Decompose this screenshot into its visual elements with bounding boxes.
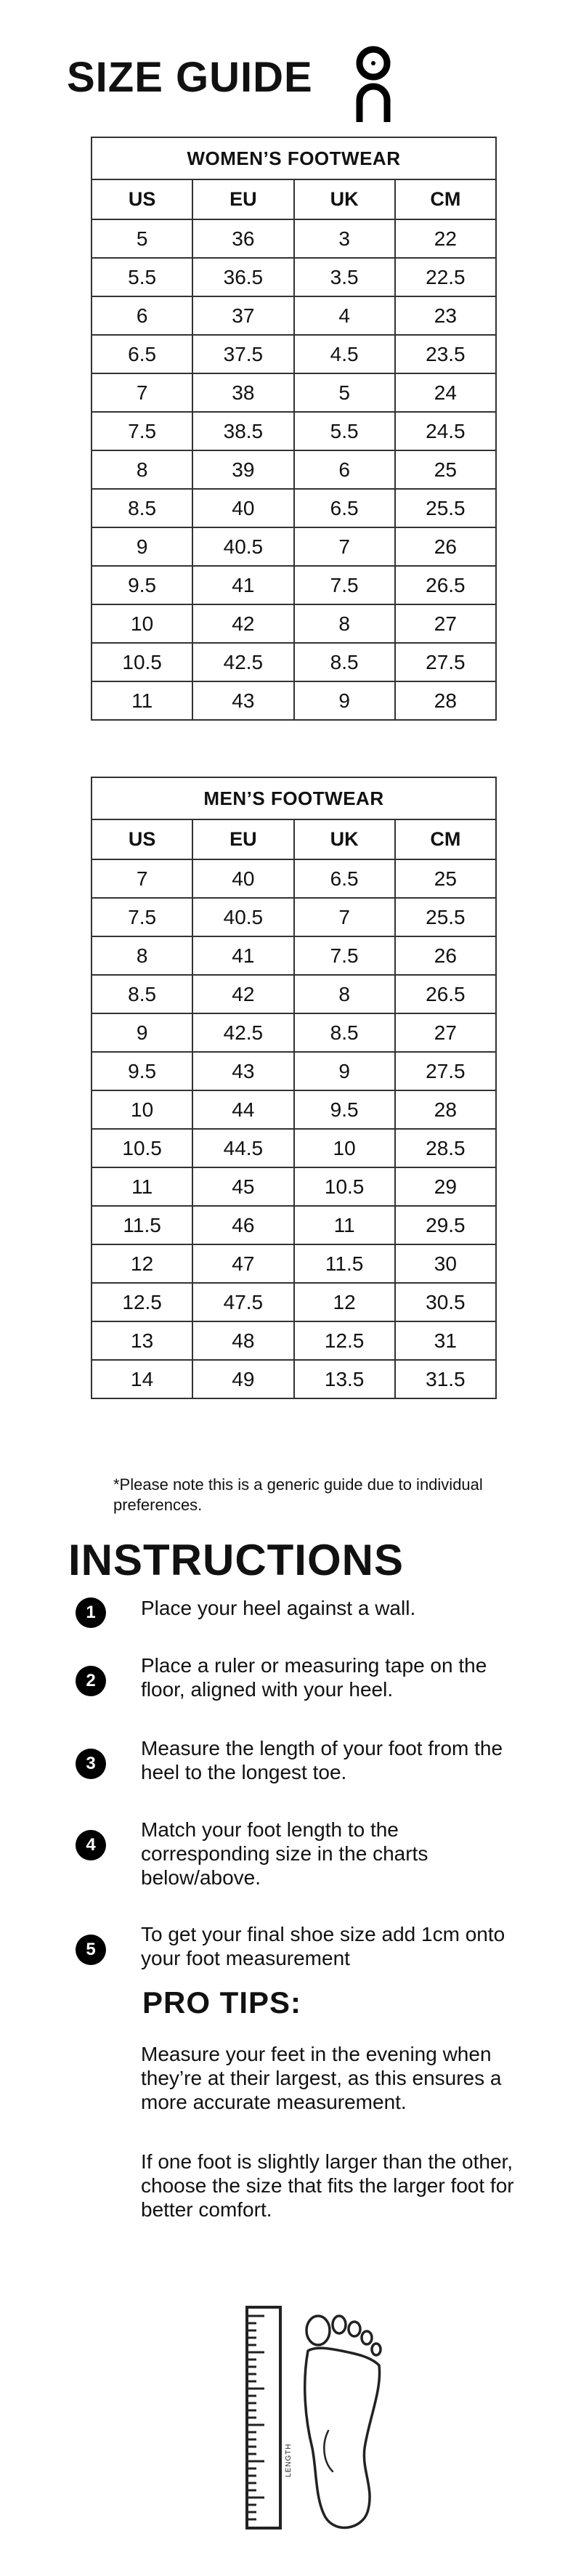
- table-cell: 10: [92, 1090, 192, 1129]
- table-cell: 40: [192, 859, 293, 898]
- step-text: To get your final shoe size add 1cm onto your foot measurement: [141, 1923, 505, 1969]
- disclaimer-note: *Please note this is a generic guide due to individual preferences.: [113, 1475, 483, 1514]
- step-text: Match your foot length to the corresponding size in the charts below/above.: [141, 1818, 428, 1889]
- table-cell: 12: [294, 1283, 395, 1321]
- table-cell: 4.5: [294, 335, 395, 373]
- table-cell: 26: [395, 936, 496, 975]
- table-cell: 9: [294, 1052, 395, 1090]
- table-cell: 11.5: [92, 1206, 192, 1244]
- table-cell: 28.5: [395, 1129, 496, 1167]
- table-cell: 5: [294, 373, 395, 412]
- step-number-badge: 1: [76, 1597, 106, 1628]
- table-cell: 38: [192, 373, 293, 412]
- table-cell: 11: [92, 681, 192, 720]
- table-row: [92, 1206, 496, 1244]
- table-cell: 7: [294, 527, 395, 566]
- foot-icon: [305, 2316, 381, 2527]
- step-text: Place your heel against a wall.: [141, 1597, 416, 1619]
- step-number-badge: 4: [76, 1830, 106, 1860]
- table-cell: 25: [395, 859, 496, 898]
- column-header-cm: CM: [395, 819, 496, 859]
- table-cell: 5.5: [294, 412, 395, 450]
- table-cell: 3.5: [294, 258, 395, 296]
- table-cell: 5.5: [92, 258, 192, 296]
- table-cell: 30.5: [395, 1283, 496, 1321]
- table-cell: 29.5: [395, 1206, 496, 1244]
- table-row: [92, 527, 496, 566]
- table-cell: 7: [92, 373, 192, 412]
- table-row: [92, 566, 496, 604]
- table-cell: 27.5: [395, 643, 496, 681]
- table-cell: 29: [395, 1167, 496, 1206]
- table-cell: 37: [192, 296, 293, 335]
- table-cell: 26: [395, 527, 496, 566]
- table-cell: 42: [192, 604, 293, 643]
- column-header-eu: EU: [192, 179, 293, 219]
- table-cell: 12.5: [294, 1321, 395, 1360]
- table-cell: 43: [192, 681, 293, 720]
- table-row: [92, 219, 496, 258]
- table-row: [92, 335, 496, 373]
- table-cell: 40: [192, 489, 293, 527]
- column-header-eu: EU: [192, 819, 293, 859]
- table-cell: 13: [92, 1321, 192, 1360]
- mens-table-caption: MEN’S FOOTWEAR: [92, 777, 496, 819]
- table-cell: 41: [192, 566, 293, 604]
- table-row: [92, 1013, 496, 1052]
- table-cell: 8.5: [92, 489, 192, 527]
- table-row: [92, 604, 496, 643]
- table-cell: 27: [395, 604, 496, 643]
- table-cell: 27.5: [395, 1052, 496, 1090]
- table-row: [92, 1360, 496, 1398]
- table-row: [92, 296, 496, 335]
- table-row: [92, 1052, 496, 1090]
- table-cell: 11.5: [294, 1244, 395, 1283]
- table-row: [92, 489, 496, 527]
- foot-measurement-illustration: [240, 2303, 399, 2535]
- womens-size-table: [91, 137, 497, 721]
- table-cell: 8: [92, 450, 192, 489]
- table-row: [92, 450, 496, 489]
- table-cell: 8.5: [92, 975, 192, 1013]
- step-text: Measure the length of your foot from the heel to the longest toe.: [141, 1737, 503, 1783]
- table-cell: 8: [92, 936, 192, 975]
- table-cell: 10.5: [294, 1167, 395, 1206]
- step-number-badge: 5: [76, 1935, 106, 1965]
- table-row: [92, 936, 496, 975]
- column-header-uk: UK: [294, 179, 395, 219]
- table-cell: 9: [92, 1013, 192, 1052]
- instructions-heading: INSTRUCTIONS: [68, 1536, 404, 1584]
- table-cell: 13.5: [294, 1360, 395, 1398]
- table-cell: 23: [395, 296, 496, 335]
- table-cell: 47.5: [192, 1283, 293, 1321]
- table-cell: 3: [294, 219, 395, 258]
- table-row: [92, 1167, 496, 1206]
- table-cell: 11: [294, 1206, 395, 1244]
- table-cell: 6.5: [294, 489, 395, 527]
- table-cell: 6.5: [294, 859, 395, 898]
- table-cell: 42.5: [192, 643, 293, 681]
- step-number-badge: 2: [76, 1666, 106, 1696]
- table-cell: 27: [395, 1013, 496, 1052]
- table-cell: 40.5: [192, 898, 293, 936]
- ruler-icon: [247, 2307, 293, 2528]
- table-row: [92, 1244, 496, 1283]
- table-cell: 22: [395, 219, 496, 258]
- table-cell: 45: [192, 1167, 293, 1206]
- table-cell: 10: [92, 604, 192, 643]
- table-cell: 26.5: [395, 566, 496, 604]
- table-row: [92, 1283, 496, 1321]
- table-cell: 14: [92, 1360, 192, 1398]
- womens-table-caption: WOMEN’S FOOTWEAR: [92, 137, 496, 179]
- table-cell: 9: [92, 527, 192, 566]
- table-cell: 9: [294, 681, 395, 720]
- table-row: [92, 1090, 496, 1129]
- table-cell: 11: [92, 1167, 192, 1206]
- table-cell: 8.5: [294, 643, 395, 681]
- table-cell: 42: [192, 975, 293, 1013]
- table-cell: 46: [192, 1206, 293, 1244]
- table-cell: 31: [395, 1321, 496, 1360]
- table-row: [92, 1129, 496, 1167]
- table-cell: 7.5: [294, 936, 395, 975]
- table-cell: 6.5: [92, 335, 192, 373]
- pro-tip-2: If one foot is slightly larger than the other, choose the size that fits the larger foot for better comfort.: [141, 2150, 514, 2221]
- table-cell: 10.5: [92, 1129, 192, 1167]
- table-cell: 7: [294, 898, 395, 936]
- table-cell: 8: [294, 604, 395, 643]
- table-cell: 25.5: [395, 489, 496, 527]
- table-cell: 7: [92, 859, 192, 898]
- table-cell: 8: [294, 975, 395, 1013]
- table-cell: 6: [294, 450, 395, 489]
- table-cell: 5: [92, 219, 192, 258]
- table-cell: 40.5: [192, 527, 293, 566]
- table-cell: 26.5: [395, 975, 496, 1013]
- table-row: [92, 975, 496, 1013]
- table-cell: 12: [92, 1244, 192, 1283]
- column-header-us: US: [92, 819, 192, 859]
- table-row: [92, 898, 496, 936]
- table-cell: 9.5: [294, 1090, 395, 1129]
- table-cell: 39: [192, 450, 293, 489]
- table-row: [92, 859, 496, 898]
- table-cell: 12.5: [92, 1283, 192, 1321]
- table-cell: 28: [395, 681, 496, 720]
- table-cell: 25: [395, 450, 496, 489]
- on-logo: [352, 44, 395, 125]
- table-cell: 36: [192, 219, 293, 258]
- table-cell: 4: [294, 296, 395, 335]
- table-cell: 7.5: [92, 898, 192, 936]
- table-row: [92, 1321, 496, 1360]
- table-cell: 41: [192, 936, 293, 975]
- table-cell: 44.5: [192, 1129, 293, 1167]
- table-cell: 47: [192, 1244, 293, 1283]
- table-cell: 43: [192, 1052, 293, 1090]
- table-cell: 8.5: [294, 1013, 395, 1052]
- pro-tips-heading: PRO TIPS:: [142, 1985, 302, 2020]
- table-cell: 44: [192, 1090, 293, 1129]
- table-cell: 22.5: [395, 258, 496, 296]
- table-row: [92, 643, 496, 681]
- table-cell: 37.5: [192, 335, 293, 373]
- column-header-cm: CM: [395, 179, 496, 219]
- step-number-badge: 3: [76, 1749, 106, 1779]
- page-title: SIZE GUIDE: [67, 54, 313, 101]
- table-cell: 7.5: [294, 566, 395, 604]
- column-header-us: US: [92, 179, 192, 219]
- table-cell: 38.5: [192, 412, 293, 450]
- table-cell: 48: [192, 1321, 293, 1360]
- mens-size-table: [91, 777, 497, 1399]
- table-cell: 28: [395, 1090, 496, 1129]
- table-row: [92, 258, 496, 296]
- table-cell: 24.5: [395, 412, 496, 450]
- table-cell: 25.5: [395, 898, 496, 936]
- table-row: [92, 373, 496, 412]
- table-cell: 49: [192, 1360, 293, 1398]
- table-cell: 31.5: [395, 1360, 496, 1398]
- table-cell: 24: [395, 373, 496, 412]
- table-cell: 7.5: [92, 412, 192, 450]
- table-cell: 23.5: [395, 335, 496, 373]
- table-row: [92, 681, 496, 720]
- ruler-label: LENGTH: [285, 2443, 293, 2477]
- table-cell: 10.5: [92, 643, 192, 681]
- column-header-uk: UK: [294, 819, 395, 859]
- table-row: [92, 412, 496, 450]
- pro-tip-1: Measure your feet in the evening when they’re at their largest, as this ensures a more accurate measurement.: [141, 2043, 502, 2113]
- table-cell: 30: [395, 1244, 496, 1283]
- table-cell: 9.5: [92, 566, 192, 604]
- table-cell: 42.5: [192, 1013, 293, 1052]
- table-cell: 9.5: [92, 1052, 192, 1090]
- table-cell: 36.5: [192, 258, 293, 296]
- table-cell: 10: [294, 1129, 395, 1167]
- step-text: Place a ruler or measuring tape on the floor, aligned with your heel.: [141, 1654, 487, 1701]
- table-cell: 6: [92, 296, 192, 335]
